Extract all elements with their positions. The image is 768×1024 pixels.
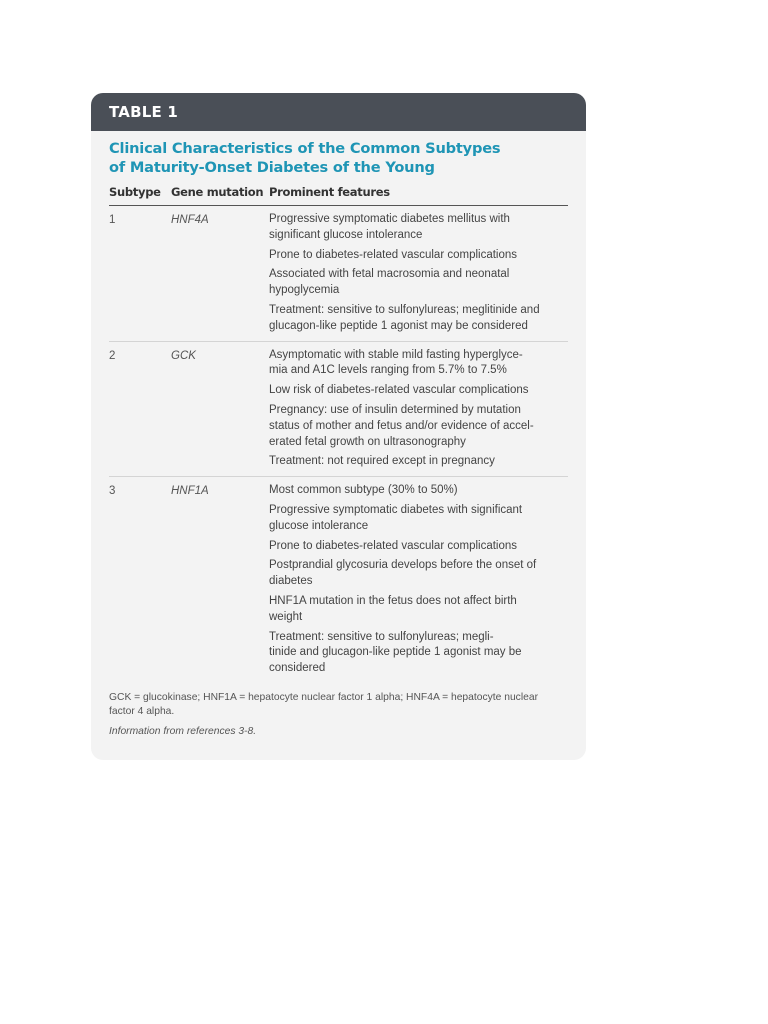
feature-line: Prone to diabetes-related vascular complications: [269, 248, 518, 261]
feature-line: significant glucose intolerance: [269, 228, 423, 241]
table-row: [109, 477, 568, 683]
feature-item: [269, 630, 568, 677]
column-header-features: Prominent features: [269, 185, 390, 199]
feature-line: Low risk of diabetes-related vascular complications: [269, 384, 529, 397]
feature-line: Progressive symptomatic diabetes mellitus with: [269, 213, 510, 225]
feature-line: Postprandial glycosuria develops before the onset of: [269, 559, 537, 572]
feature-line: Treatment: sensitive to sulfonylureas; megli-: [269, 630, 494, 643]
feature-line: Treatment: not required except in pregnancy: [269, 455, 495, 468]
gene-cell: GCK: [171, 349, 196, 362]
feature-line: status of mother and fetus and/or evidence of accel-: [269, 419, 534, 432]
feature-line: diabetes: [269, 575, 313, 588]
features-cell: [269, 483, 568, 677]
table-source: Information from references 3-8.: [109, 725, 257, 737]
feature-item: [269, 383, 568, 399]
feature-item: [269, 303, 568, 335]
subtype-cell: 2: [109, 349, 116, 362]
feature-item: [269, 248, 568, 264]
feature-line: mia and A1C levels ranging from 5.7% to 7.5%: [269, 364, 507, 377]
feature-line: glucose intolerance: [269, 519, 369, 532]
feature-line: Asymptomatic with stable mild fasting hyperglyce-: [269, 348, 523, 361]
features-cell: [269, 348, 568, 471]
feature-item: [269, 483, 568, 499]
feature-line: glucagon-like peptide 1 agonist may be considered: [269, 319, 528, 332]
table-card: [91, 93, 586, 760]
feature-line: Prone to diabetes-related vascular complications: [269, 539, 518, 552]
feature-line: hypoglycemia: [269, 284, 340, 297]
feature-item: [269, 594, 568, 626]
feature-item: [269, 503, 568, 535]
footnote-line: GCK = glucokinase; HNF1A = hepatocyte nuclear factor 1 alpha; HNF4A = hepatocyte nuclear: [109, 691, 538, 703]
column-header-subtype: Subtype: [109, 185, 161, 199]
footnote-line: factor 4 alpha.: [109, 705, 175, 717]
table-row: [109, 342, 568, 478]
feature-line: erated fetal growth on ultrasonography: [269, 435, 466, 448]
table-title: [109, 140, 568, 177]
table-title-line: Clinical Characteristics of the Common Subtypes: [109, 140, 501, 157]
feature-line: Treatment: sensitive to sulfonylureas; meglitinide and: [269, 303, 540, 316]
feature-line: weight: [269, 610, 303, 623]
gene-cell: HNF1A: [171, 485, 209, 498]
subtype-cell: 3: [109, 485, 116, 498]
feature-item: [269, 267, 568, 299]
feature-line: tinide and glucagon-like peptide 1 agonist may be: [269, 646, 522, 659]
subtype-cell: 1: [109, 214, 116, 226]
feature-line: HNF1A mutation in the fetus does not affect birth: [269, 594, 517, 607]
column-header-gene: Gene mutation: [171, 185, 264, 199]
gene-cell: HNF4A: [171, 214, 209, 226]
feature-line: Associated with fetal macrosomia and neonatal: [269, 268, 510, 281]
features-cell: [269, 212, 568, 335]
feature-line: Pregnancy: use of insulin determined by mutation: [269, 403, 521, 416]
column-headers: [109, 185, 568, 206]
feature-item: [269, 558, 568, 590]
feature-item: [269, 403, 568, 450]
feature-item: [269, 454, 568, 470]
table-title-line: of Maturity-Onset Diabetes of the Young: [109, 158, 435, 176]
feature-line: considered: [269, 662, 326, 675]
feature-item: [269, 539, 568, 555]
feature-line: Most common subtype (30% to 50%): [269, 484, 458, 497]
feature-item: [269, 348, 568, 380]
table-footnote: [109, 691, 568, 719]
feature-line: Progressive symptomatic diabetes with significant: [269, 503, 523, 516]
feature-item: [269, 212, 568, 244]
table-row: [109, 206, 568, 342]
table-label: TABLE 1: [91, 93, 586, 131]
